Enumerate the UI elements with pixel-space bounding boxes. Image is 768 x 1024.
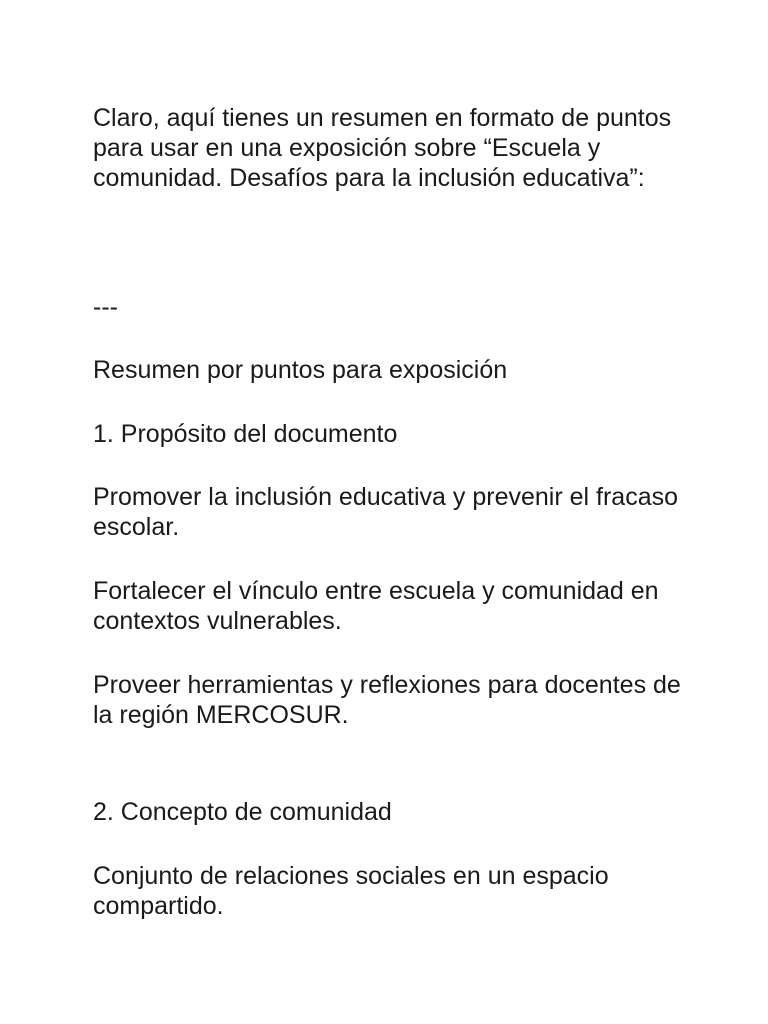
section-1-point: Promover la inclusión educativa y prevenir el fracaso escolar. xyxy=(93,483,678,541)
section-1-point: Fortalecer el vínculo entre escuela y comunidad en contextos vulnerables. xyxy=(93,577,659,635)
summary-heading: Resumen por puntos para exposición xyxy=(93,356,508,384)
section-1-point: Proveer herramientas y reflexiones para docentes de la región MERCOSUR. xyxy=(93,671,681,729)
section-2-title: 2. Concepto de comunidad xyxy=(93,798,392,826)
separator: --- xyxy=(93,293,118,321)
section-2-point: Conjunto de relaciones sociales en un espacio compartido. xyxy=(93,862,609,920)
section-1-title: 1. Propósito del documento xyxy=(93,420,398,448)
intro-paragraph: Claro, aquí tienes un resumen en formato de puntos para usar en una exposición sobre “Escuela y comunidad. Desafíos para la inclusión educativa”: xyxy=(93,104,672,192)
